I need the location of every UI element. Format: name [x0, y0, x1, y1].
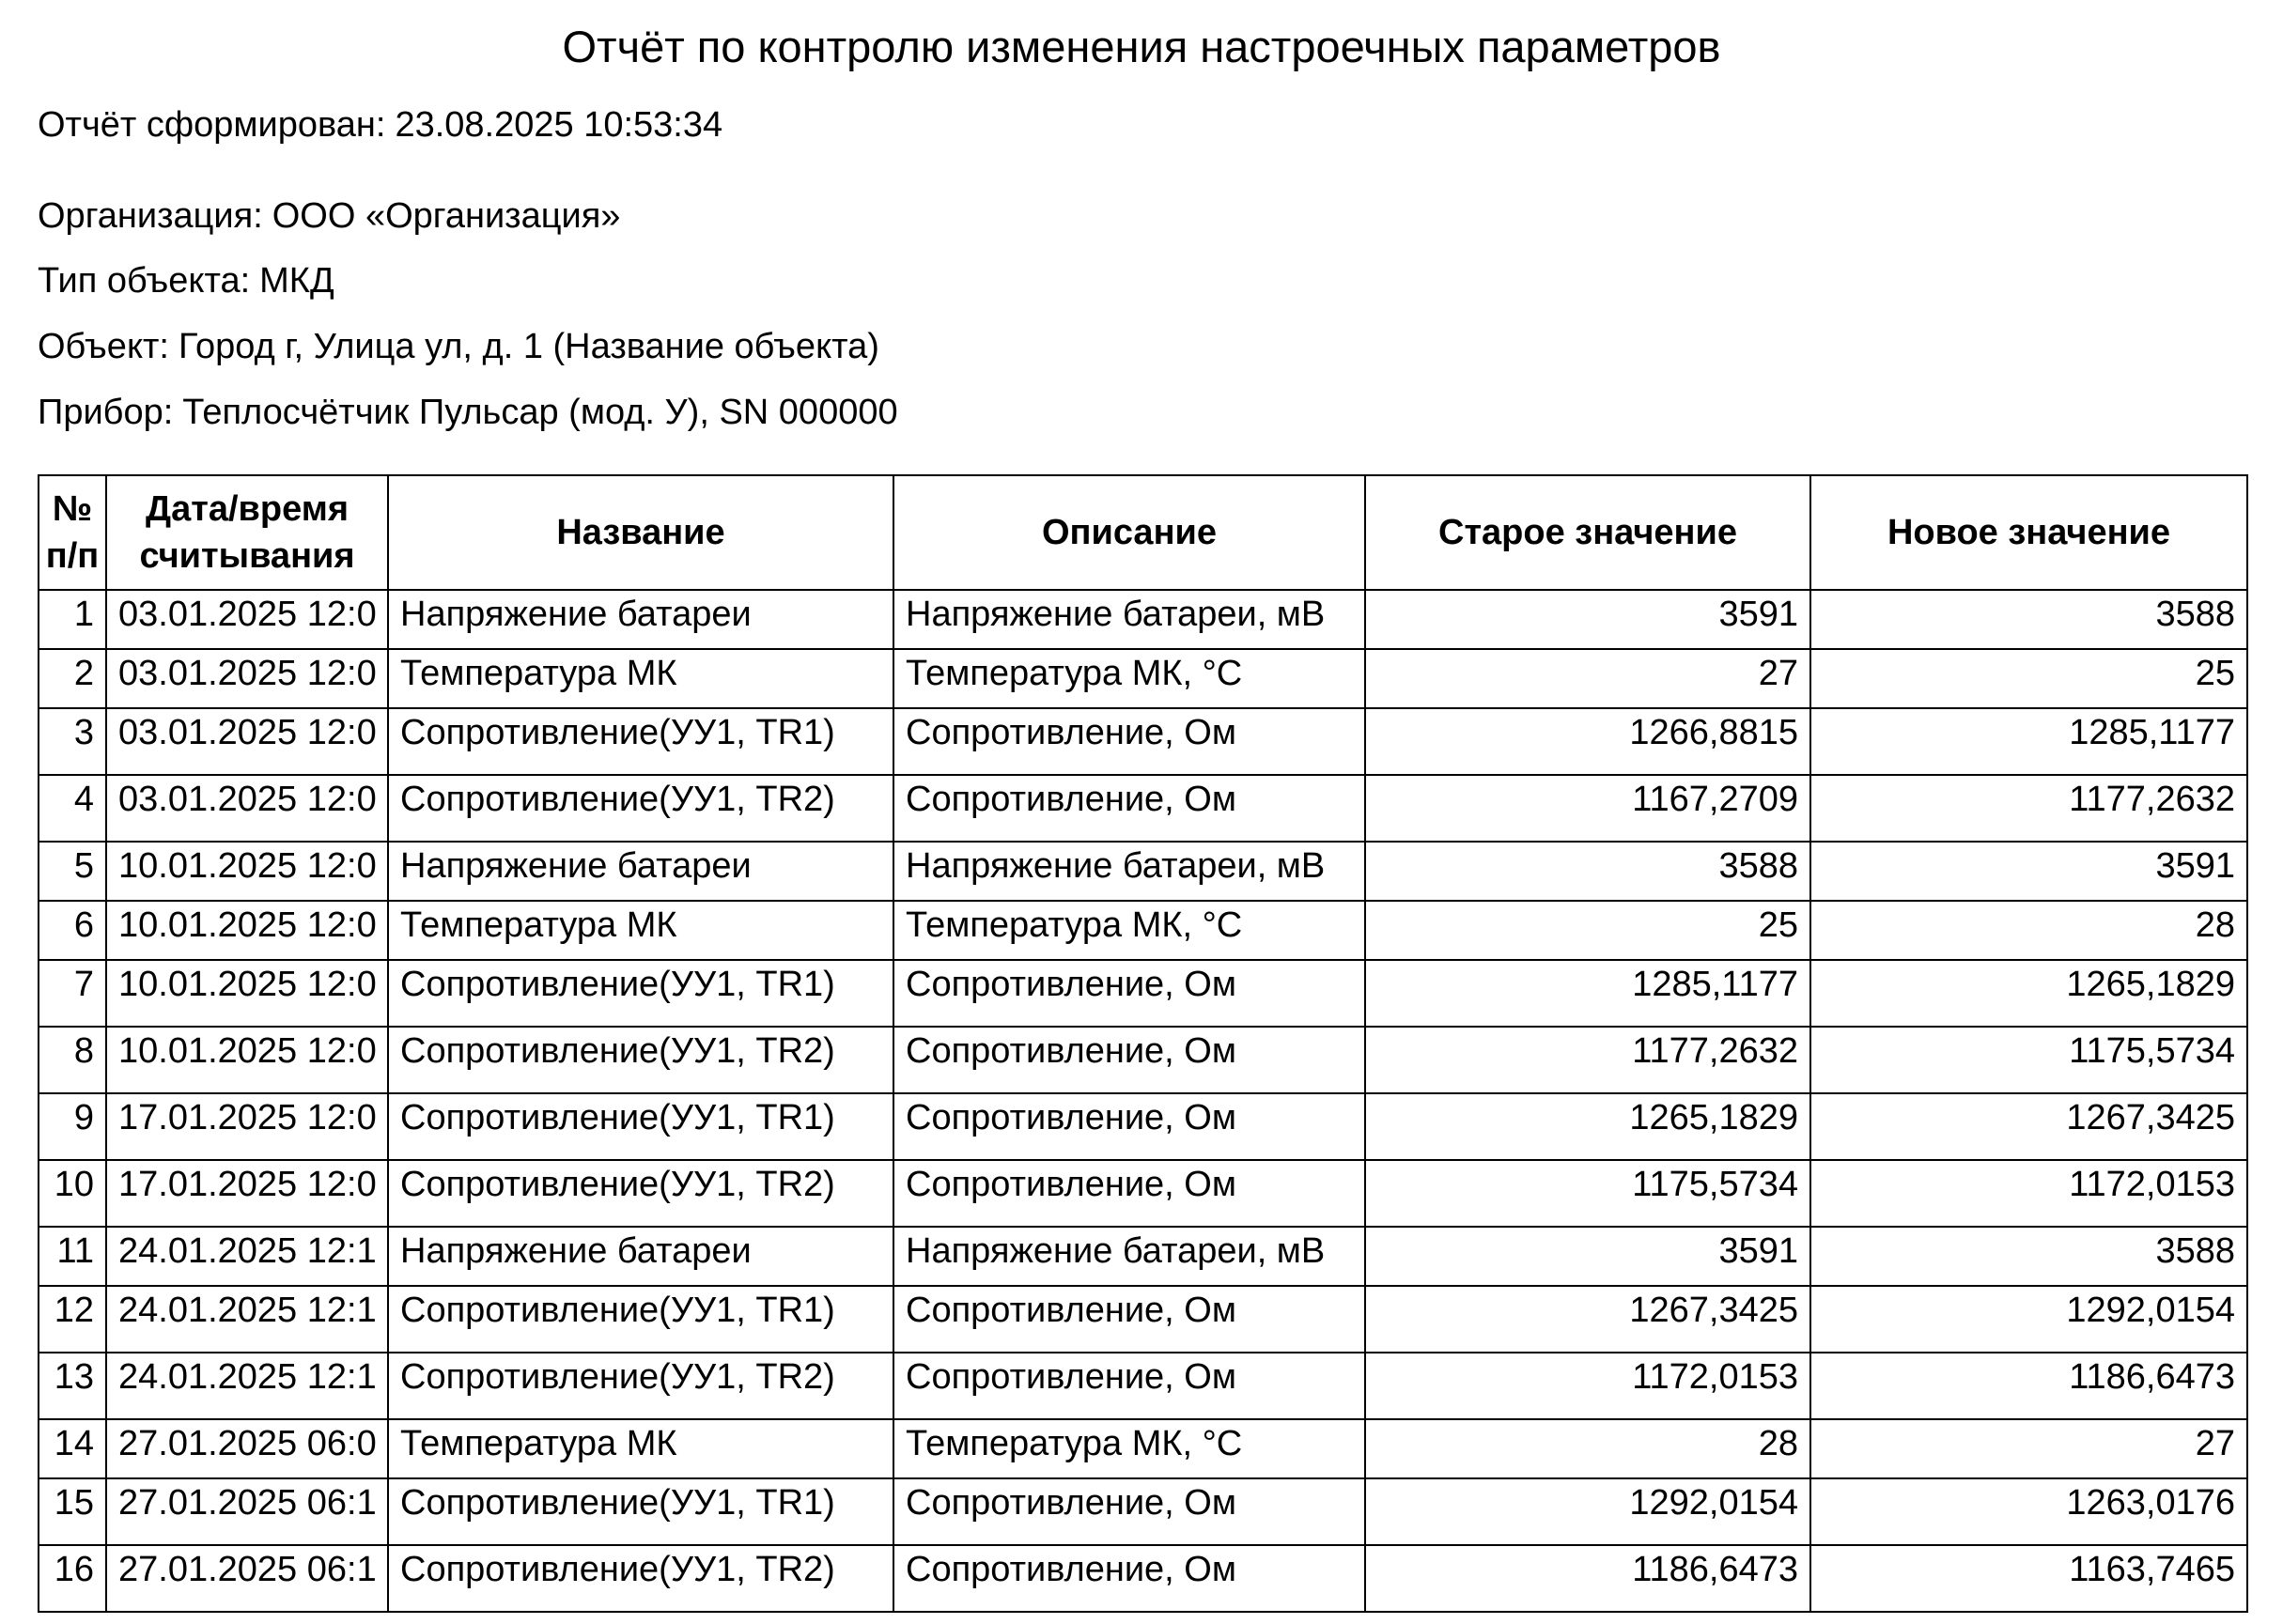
cell-description: Напряжение батареи, мВ: [893, 842, 1365, 901]
cell-new-value: 25: [1810, 649, 2247, 708]
object-line: [38, 325, 879, 368]
cell-description: Сопротивление, Ом: [893, 708, 1365, 775]
cell-name: Сопротивление(УУ1, TR1): [388, 1478, 893, 1545]
cell-description: Сопротивление, Ом: [893, 1353, 1365, 1419]
report-generated-line: [38, 103, 722, 147]
cell-old-value: 1266,8815: [1365, 708, 1810, 775]
cell-old-value: 1177,2632: [1365, 1027, 1810, 1093]
cell-new-value: 1177,2632: [1810, 775, 2247, 842]
cell-new-value: 1267,3425: [1810, 1093, 2247, 1160]
cell-name: Сопротивление(УУ1, TR2): [388, 1545, 893, 1612]
cell-old-value: 27: [1365, 649, 1810, 708]
cell-number: 14: [39, 1419, 106, 1478]
cell-description: Сопротивление, Ом: [893, 1478, 1365, 1545]
table-row: [39, 1545, 2247, 1612]
cell-name: Напряжение батареи: [388, 590, 893, 649]
generated-label: Отчёт сформирован:: [38, 105, 386, 145]
cell-number: 7: [39, 960, 106, 1027]
cell-datetime: 03.01.2025 12:0: [106, 649, 388, 708]
device-label: Прибор:: [38, 393, 174, 432]
table-header-row: [39, 475, 2247, 590]
cell-datetime: 10.01.2025 12:0: [106, 842, 388, 901]
table-row: [39, 960, 2247, 1027]
table-row: [39, 901, 2247, 960]
cell-old-value: 3588: [1365, 842, 1810, 901]
cell-number: 8: [39, 1027, 106, 1093]
parameters-table: [38, 474, 2248, 1613]
cell-old-value: 1175,5734: [1365, 1160, 1810, 1227]
cell-number: 12: [39, 1286, 106, 1353]
cell-datetime: 27.01.2025 06:1: [106, 1478, 388, 1545]
cell-new-value: 1172,0153: [1810, 1160, 2247, 1227]
table-row: [39, 649, 2247, 708]
cell-new-value: 1263,0176: [1810, 1478, 2247, 1545]
cell-datetime: 27.01.2025 06:0: [106, 1419, 388, 1478]
cell-name: Сопротивление(УУ1, TR1): [388, 1286, 893, 1353]
table-row: [39, 1419, 2247, 1478]
cell-datetime: 27.01.2025 06:1: [106, 1545, 388, 1612]
generated-value: 23.08.2025 10:53:34: [395, 105, 723, 145]
cell-old-value: 1292,0154: [1365, 1478, 1810, 1545]
object-value: Город г, Улица ул, д. 1 (Название объекта): [178, 327, 879, 366]
cell-number: 16: [39, 1545, 106, 1612]
organization-label: Организация:: [38, 196, 263, 236]
cell-datetime: 17.01.2025 12:0: [106, 1160, 388, 1227]
table-row: [39, 708, 2247, 775]
cell-description: Температура МК, °С: [893, 901, 1365, 960]
object-label: Объект:: [38, 327, 169, 366]
cell-description: Сопротивление, Ом: [893, 1545, 1365, 1612]
cell-number: 13: [39, 1353, 106, 1419]
header-new-value: Новое значение: [1810, 475, 2247, 590]
cell-name: Сопротивление(УУ1, TR1): [388, 708, 893, 775]
cell-datetime: 10.01.2025 12:0: [106, 960, 388, 1027]
table-row: [39, 590, 2247, 649]
table-row: [39, 1227, 2247, 1286]
header-datetime: Дата/время считывания: [106, 475, 388, 590]
cell-name: Температура МК: [388, 649, 893, 708]
cell-new-value: 3588: [1810, 590, 2247, 649]
object-type-line: [38, 259, 334, 302]
cell-description: Сопротивление, Ом: [893, 1093, 1365, 1160]
cell-description: Температура МК, °С: [893, 649, 1365, 708]
cell-old-value: 1265,1829: [1365, 1093, 1810, 1160]
cell-number: 4: [39, 775, 106, 842]
cell-datetime: 03.01.2025 12:0: [106, 775, 388, 842]
device-line: [38, 391, 898, 434]
table-row: [39, 842, 2247, 901]
cell-description: Сопротивление, Ом: [893, 1160, 1365, 1227]
report-title: Отчёт по контролю изменения настроечных параметров: [562, 22, 1721, 71]
cell-name: Сопротивление(УУ1, TR1): [388, 960, 893, 1027]
cell-description: Сопротивление, Ом: [893, 1027, 1365, 1093]
cell-new-value: 1292,0154: [1810, 1286, 2247, 1353]
cell-datetime: 24.01.2025 12:1: [106, 1286, 388, 1353]
cell-description: Сопротивление, Ом: [893, 775, 1365, 842]
cell-datetime: 24.01.2025 12:1: [106, 1353, 388, 1419]
cell-number: 6: [39, 901, 106, 960]
cell-number: 9: [39, 1093, 106, 1160]
organization-value: ООО «Организация»: [272, 196, 621, 236]
cell-name: Температура МК: [388, 901, 893, 960]
cell-new-value: 28: [1810, 901, 2247, 960]
cell-name: Сопротивление(УУ1, TR2): [388, 775, 893, 842]
cell-new-value: 3591: [1810, 842, 2247, 901]
cell-name: Сопротивление(УУ1, TR2): [388, 1160, 893, 1227]
cell-description: Температура МК, °С: [893, 1419, 1365, 1478]
cell-datetime: 03.01.2025 12:0: [106, 590, 388, 649]
cell-description: Сопротивление, Ом: [893, 960, 1365, 1027]
header-name: Название: [388, 475, 893, 590]
table-row: [39, 1286, 2247, 1353]
header-description: Описание: [893, 475, 1365, 590]
device-value: Теплосчётчик Пульсар (мод. У), SN 000000: [182, 393, 898, 432]
cell-description: Сопротивление, Ом: [893, 1286, 1365, 1353]
cell-old-value: 1267,3425: [1365, 1286, 1810, 1353]
cell-name: Температура МК: [388, 1419, 893, 1478]
cell-number: 3: [39, 708, 106, 775]
cell-new-value: 1163,7465: [1810, 1545, 2247, 1612]
table-row: [39, 775, 2247, 842]
cell-datetime: 24.01.2025 12:1: [106, 1227, 388, 1286]
cell-number: 10: [39, 1160, 106, 1227]
cell-number: 1: [39, 590, 106, 649]
cell-number: 5: [39, 842, 106, 901]
cell-new-value: 1265,1829: [1810, 960, 2247, 1027]
cell-old-value: 1186,6473: [1365, 1545, 1810, 1612]
cell-name: Напряжение батареи: [388, 842, 893, 901]
cell-description: Напряжение батареи, мВ: [893, 1227, 1365, 1286]
cell-old-value: 1167,2709: [1365, 775, 1810, 842]
table-row: [39, 1027, 2247, 1093]
table-row: [39, 1478, 2247, 1545]
cell-old-value: 1172,0153: [1365, 1353, 1810, 1419]
header-old-value: Старое значение: [1365, 475, 1810, 590]
cell-number: 15: [39, 1478, 106, 1545]
cell-datetime: 10.01.2025 12:0: [106, 1027, 388, 1093]
cell-name: Сопротивление(УУ1, TR1): [388, 1093, 893, 1160]
cell-description: Напряжение батареи, мВ: [893, 590, 1365, 649]
organization-line: [38, 194, 620, 238]
cell-name: Сопротивление(УУ1, TR2): [388, 1027, 893, 1093]
cell-new-value: 3588: [1810, 1227, 2247, 1286]
cell-datetime: 10.01.2025 12:0: [106, 901, 388, 960]
cell-new-value: 1285,1177: [1810, 708, 2247, 775]
cell-new-value: 1175,5734: [1810, 1027, 2247, 1093]
object-type-value: МКД: [259, 261, 334, 301]
cell-name: Сопротивление(УУ1, TR2): [388, 1353, 893, 1419]
table-row: [39, 1353, 2247, 1419]
header-number: № п/п: [39, 475, 106, 590]
cell-new-value: 1186,6473: [1810, 1353, 2247, 1419]
cell-datetime: 17.01.2025 12:0: [106, 1093, 388, 1160]
cell-old-value: 28: [1365, 1419, 1810, 1478]
cell-number: 2: [39, 649, 106, 708]
table-body: [39, 590, 2247, 1612]
object-type-label: Тип объекта:: [38, 261, 251, 301]
cell-new-value: 27: [1810, 1419, 2247, 1478]
table-row: [39, 1093, 2247, 1160]
cell-old-value: 3591: [1365, 1227, 1810, 1286]
cell-datetime: 03.01.2025 12:0: [106, 708, 388, 775]
table-row: [39, 1160, 2247, 1227]
cell-number: 11: [39, 1227, 106, 1286]
cell-old-value: 25: [1365, 901, 1810, 960]
cell-name: Напряжение батареи: [388, 1227, 893, 1286]
cell-old-value: 3591: [1365, 590, 1810, 649]
cell-old-value: 1285,1177: [1365, 960, 1810, 1027]
